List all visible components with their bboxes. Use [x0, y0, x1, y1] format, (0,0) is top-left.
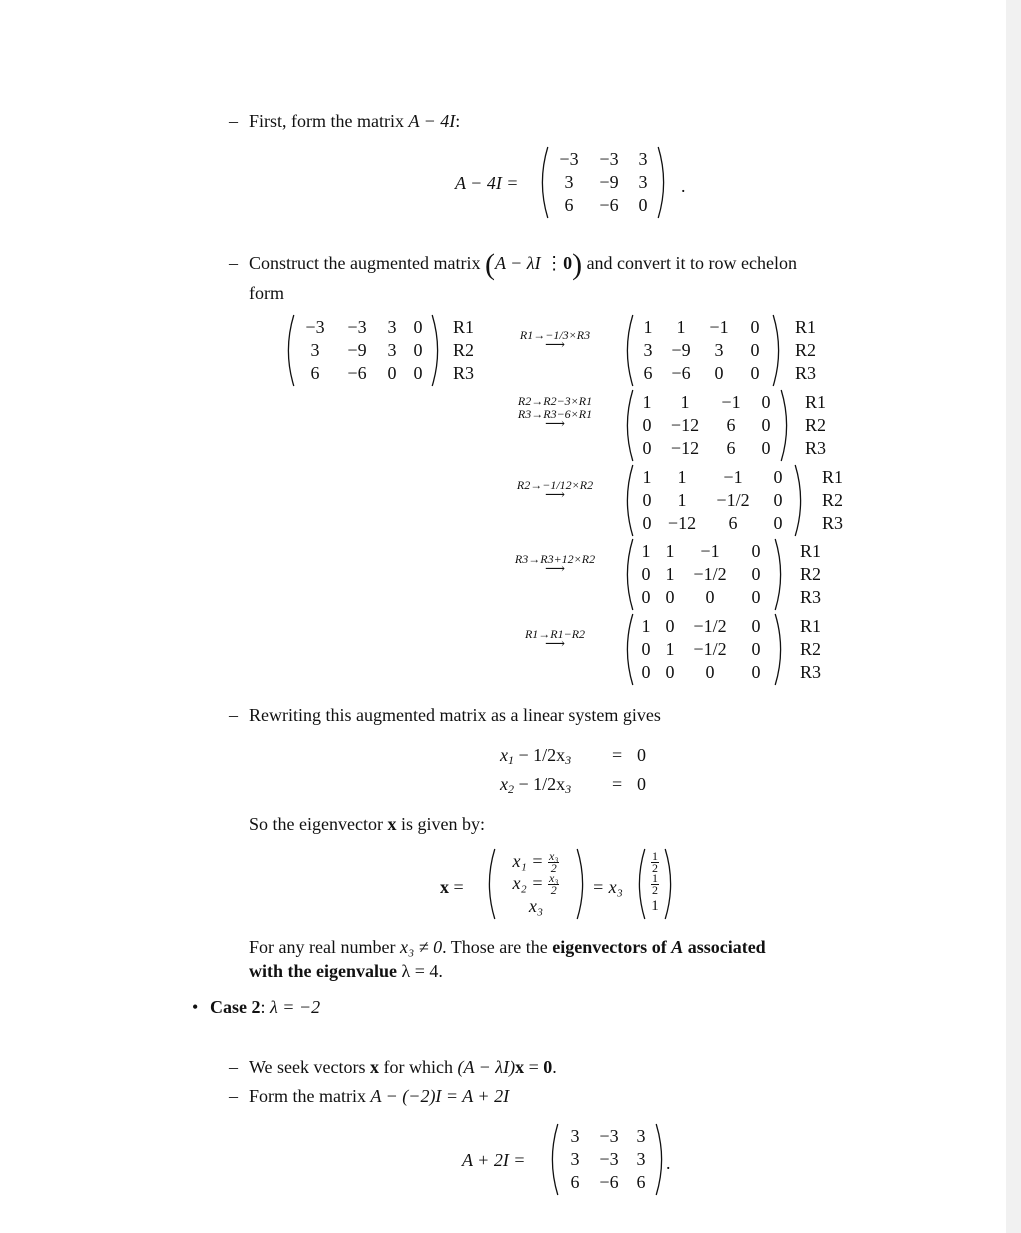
arrow-icon: ⟶	[544, 562, 566, 577]
matrix-cell: 1	[641, 541, 651, 561]
text: So the eigenvector	[249, 814, 388, 834]
matrix-cell: −1	[723, 467, 743, 487]
left-paren	[634, 849, 646, 919]
matrix-a-minus-4i	[537, 147, 669, 218]
text: First, form the matrix	[249, 111, 409, 131]
row-label: R1	[822, 467, 844, 487]
row-label: R1	[800, 541, 822, 561]
matrix-cell: 1	[677, 490, 687, 510]
matrix-cell: 0	[714, 363, 724, 383]
left-paren	[622, 465, 634, 536]
matrix-cell: x₂ = $\frac{\text{x₃}}{2}$	[512, 871, 559, 898]
matrix-cell: 0	[665, 616, 675, 636]
matrix-cell: 0	[641, 564, 651, 584]
row-operation	[500, 552, 610, 577]
matrix-cell: 0	[413, 317, 423, 337]
matrix-cell: 3	[310, 340, 320, 360]
matrix-cell: 3	[638, 172, 648, 192]
matrix-cell: 3	[387, 340, 397, 360]
row-label: R1	[795, 317, 817, 337]
right-paren	[657, 147, 669, 218]
matrix-cell: 1	[642, 467, 652, 487]
left-paren	[622, 390, 634, 461]
matrix-cell: 3	[564, 172, 574, 192]
right-paren	[576, 849, 588, 919]
form2-text: Form the matrix A − (−2)I = A + 2I	[249, 1086, 510, 1106]
operation-text: R1→R1−R2	[524, 627, 586, 641]
forany-line2: with the eigenvalue λ = 4.	[249, 961, 443, 981]
equals: =	[612, 774, 623, 794]
matrix-cell: 1	[665, 639, 675, 659]
matrix-cell: 0	[751, 587, 761, 607]
forany-line1: For any real number x₃ ≠ 0. Those are the eigenvectors of A associated	[249, 937, 766, 957]
text: :	[455, 111, 461, 131]
matrix-cell: 0	[761, 438, 771, 458]
matrix-cell: 0	[751, 541, 761, 561]
arrow-icon: ⟶	[544, 637, 566, 652]
row-operation	[500, 394, 610, 432]
matrix-cell: 0	[751, 662, 761, 682]
matrix-cell: −3	[599, 1126, 619, 1146]
matrix-cell: 3	[636, 1126, 646, 1146]
matrix-cell: 1	[680, 392, 690, 412]
matrix-cell: −6	[599, 195, 619, 215]
matrix-cell: 0	[413, 363, 423, 383]
matrix-cell: 6	[636, 1172, 646, 1192]
row-label: R2	[822, 490, 844, 510]
left-paren	[484, 849, 496, 919]
so-text	[249, 813, 485, 835]
matrix-cell: 0	[641, 662, 651, 682]
matrix-cell: 0	[773, 490, 783, 510]
row-label: R3	[800, 587, 822, 607]
matrix-cell: 0	[665, 587, 675, 607]
matrix-cell: −3	[599, 1149, 619, 1169]
matrix-cell: 0	[750, 317, 760, 337]
right-paren	[794, 465, 806, 536]
construct-text: Construct the augmented matrix (A − λI ⋮0) and convert it to row echelon	[249, 248, 797, 281]
text: is given by:	[396, 814, 485, 834]
period: .	[681, 176, 686, 196]
matrix-cell: 0	[761, 415, 771, 435]
arrow-icon: ⟶	[544, 488, 566, 503]
matrix-cell: −3	[559, 149, 579, 169]
row-label: R2	[800, 564, 822, 584]
step-matrix	[622, 465, 806, 536]
matrix-cell: −1	[721, 392, 741, 412]
row-labels	[453, 316, 474, 385]
matrix-cell: 0	[642, 415, 652, 435]
rewrite-text: Rewriting this augmented matrix as a linear system gives	[249, 705, 661, 725]
matrix-cell: 1	[665, 541, 675, 561]
matrix-cell: 1	[677, 467, 687, 487]
matrix-cell: 0	[705, 587, 715, 607]
matrix-cell: 0	[773, 513, 783, 533]
left-paren	[622, 539, 634, 610]
arrow-icon: ⟶	[544, 417, 566, 432]
equals: =	[453, 877, 464, 897]
matrix-cell: 1	[642, 392, 652, 412]
row-label: R1	[453, 317, 475, 337]
matrix-cell: −1/2	[693, 639, 727, 659]
right-paren	[664, 849, 676, 919]
row-operation	[500, 627, 610, 652]
matrix-cell: −9	[347, 340, 367, 360]
eigvec-lhs	[440, 876, 464, 898]
math: A − 4I	[408, 111, 456, 131]
operation-text: R2→−1/12×R2	[516, 478, 594, 492]
matrix-cell: 0	[642, 513, 652, 533]
row-operation	[500, 328, 610, 353]
matrix-cell: 0	[638, 195, 648, 215]
matrix-cell: 6	[643, 363, 653, 383]
matrix-cell: −3	[599, 149, 619, 169]
matrix-cell: 0	[642, 438, 652, 458]
row-label: R1	[800, 616, 822, 636]
matrix-cell: 0	[751, 639, 761, 659]
zero-vector: 0	[563, 253, 573, 273]
equation-rhs: 0	[637, 745, 646, 765]
matrix-cell: −1/2	[693, 564, 727, 584]
left-paren	[622, 315, 634, 386]
case2-heading: Case 2: λ = −2	[210, 997, 321, 1017]
matrix-cell: 0	[761, 392, 771, 412]
step-matrix	[622, 315, 784, 386]
vector-x: x	[440, 877, 449, 897]
matrix-cell: 0	[751, 616, 761, 636]
matrix-label: A + 2I =	[462, 1150, 526, 1170]
matrix-cell: 0	[705, 662, 715, 682]
matrix-cell: −1/2	[693, 616, 727, 636]
matrix-cell: −1	[700, 541, 720, 561]
matrix-cell: 0	[387, 363, 397, 383]
operation-text: R1→−1/3×R3	[519, 328, 591, 342]
row-labels	[805, 391, 826, 460]
left-paren	[622, 614, 634, 685]
right-paren	[774, 614, 786, 685]
left-paren	[283, 315, 295, 386]
list-dash: –	[229, 1086, 238, 1106]
matrix-cell: −1	[709, 317, 729, 337]
separator: ⋮	[545, 253, 564, 273]
list-dash: –	[229, 253, 238, 273]
matrix-cell: 6	[726, 415, 736, 435]
matrix-cell: 0	[641, 587, 651, 607]
seek-text: We seek vectors x for which (A − λI)x = 0.	[249, 1057, 557, 1077]
matrix-cell: 6	[564, 195, 574, 215]
matrix-label: A − 4I =	[455, 173, 519, 193]
matrix-cell: 1	[641, 616, 651, 636]
matrix-cell: −6	[671, 363, 691, 383]
matrix-cell: 6	[570, 1172, 580, 1192]
row-label: R2	[453, 340, 475, 360]
row-label: R2	[805, 415, 827, 435]
right-paren	[431, 315, 443, 386]
row-label: R1	[805, 392, 827, 412]
matrix-cell: 3	[714, 340, 724, 360]
row-operation	[500, 478, 610, 503]
text: and convert it to row echelon	[582, 253, 797, 273]
matrix-cell: 0	[773, 467, 783, 487]
right-paren	[774, 539, 786, 610]
fraction: $\frac{1}{2}$	[652, 849, 658, 876]
row-labels	[800, 540, 821, 609]
row-labels	[822, 466, 843, 535]
row-label: R3	[822, 513, 844, 533]
row-label: R3	[800, 662, 822, 682]
matrix-a-plus-2i	[547, 1124, 667, 1195]
period: .	[666, 1153, 671, 1173]
list-dash: –	[229, 1057, 238, 1077]
matrix-cell: 3	[387, 317, 397, 337]
matrix-cell: 1	[665, 564, 675, 584]
construct-text-cont: form	[249, 283, 284, 303]
intro-text	[249, 110, 460, 132]
matrix-cell: 0	[751, 564, 761, 584]
step-matrix	[622, 614, 786, 685]
vector-x: x	[387, 814, 397, 834]
matrix-cell: 1	[643, 317, 653, 337]
matrix-cell: 3	[636, 1149, 646, 1169]
matrix-cell: 6	[728, 513, 738, 533]
matrix-cell: 6	[726, 438, 736, 458]
eq-x3: = x₃	[592, 877, 623, 897]
left-paren	[537, 147, 549, 218]
row-label: R2	[800, 639, 822, 659]
page-margin	[1006, 0, 1021, 1233]
operation-text: R3→R3+12×R2	[514, 552, 596, 566]
equation-lhs: $x_1 - 1/2x_3$	[500, 745, 572, 767]
matrix-cell: 0	[750, 363, 760, 383]
matrix-cell: −1/2	[716, 490, 750, 510]
matrix-cell: 3	[638, 149, 648, 169]
text: Construct the augmented matrix	[249, 253, 485, 273]
matrix-cell: 1	[651, 897, 659, 914]
fraction: $\frac{1}{2}$	[652, 871, 658, 898]
row-label: R3	[805, 438, 827, 458]
list-dash: –	[229, 111, 238, 131]
operation-text: R3→R3−6×R1	[517, 407, 593, 421]
matrix-cell: 0	[413, 340, 423, 360]
matrix-cell: 1	[676, 317, 686, 337]
right-paren	[780, 390, 792, 461]
row-labels	[800, 615, 821, 684]
step-matrix	[622, 539, 786, 610]
matrix-cell: 3	[570, 1126, 580, 1146]
left-paren	[547, 1124, 559, 1195]
matrix-cell: 0	[750, 340, 760, 360]
row-label: R2	[795, 340, 817, 360]
matrix-cell: −12	[670, 438, 700, 458]
operation-text: R2→R2−3×R1	[517, 394, 593, 408]
matrix-cell: −3	[305, 317, 325, 337]
matrix-cell: 3	[570, 1149, 580, 1169]
equation-rhs: 0	[637, 774, 646, 794]
arrow-icon: ⟶	[544, 338, 566, 353]
bullet: •	[192, 997, 199, 1017]
matrix-cell: 0	[642, 490, 652, 510]
matrix-cell: −3	[347, 317, 367, 337]
matrix-cell: 3	[643, 340, 653, 360]
matrix-cell: −6	[347, 363, 367, 383]
matrix-cell: −6	[599, 1172, 619, 1192]
row-labels	[795, 316, 816, 385]
eigvec-matrix	[484, 849, 588, 919]
math: A − λI	[494, 253, 541, 273]
row-label: R3	[795, 363, 817, 383]
matrix-cell: 0	[665, 662, 675, 682]
matrix-cell: −12	[670, 415, 700, 435]
step-matrix	[622, 390, 792, 461]
equals: =	[612, 745, 623, 765]
augmented-matrix	[283, 315, 443, 386]
matrix-cell: 0	[641, 639, 651, 659]
matrix-cell: −9	[671, 340, 691, 360]
matrix-cell: 6	[310, 363, 320, 383]
equation-lhs: $x_2 - 1/2x_3$	[500, 774, 572, 796]
matrix-cell: x₃	[528, 895, 544, 916]
matrix-cell: −9	[599, 172, 619, 192]
direction-vector	[634, 849, 676, 919]
matrix-cell: −12	[667, 513, 697, 533]
matrix-cell: x₁ = $\frac{\text{x₃}}{2}$	[512, 849, 559, 876]
row-label: R3	[453, 363, 475, 383]
right-paren	[772, 315, 784, 386]
list-dash: –	[229, 705, 238, 725]
